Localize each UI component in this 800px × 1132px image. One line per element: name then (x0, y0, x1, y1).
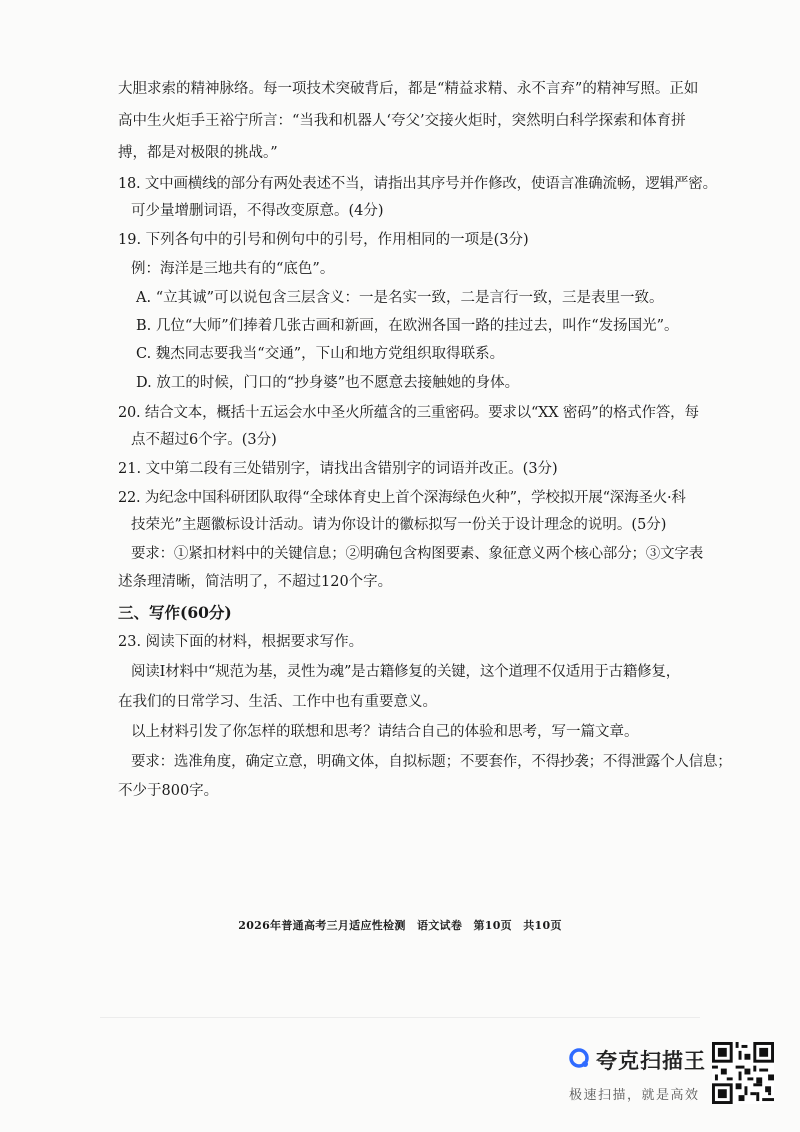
option-d: D. 放工的时候，门口的“抄身婆”也不愿意去接触她的身体。 (136, 375, 520, 391)
quark-logo-icon (568, 1047, 590, 1069)
option-c: C. 魏杰同志要我当“交通”，下山和地方党组织取得联系。 (136, 346, 505, 362)
question-22-cont: 技荣光”主题徽标设计活动。请为你设计的徽标拟写一份关于设计理念的说明。(5分) (131, 517, 667, 533)
question-22-requirement-cont: 述条理清晰，简洁明了，不超过120个字。 (118, 574, 393, 590)
scanner-brand-name: 夸克扫描王 (596, 1049, 706, 1073)
question-22: 22. 为纪念中国科研团队取得“全球体育史上首个深海绿色火种”，学校拟开展“深海圣火·科 (118, 490, 686, 506)
question-20: 20. 结合文本，概括十五运会水中圣火所蕴含的三重密码。要求以“XX 密码”的格式作答，每 (118, 405, 699, 421)
passage-line-3: 搏，都是对极限的挑战。” (118, 145, 278, 161)
question-19: 19. 下列各句中的引号和例句中的引号，作用相同的一项是(3分) (118, 232, 529, 248)
passage-line-1: 大胆求索的精神脉络。每一项技术突破背后，都是“精益求精、永不言弃”的精神写照。正如 (118, 81, 699, 97)
scan-divider (100, 1017, 700, 1018)
scanner-slogan: 极速扫描，就是高效 (569, 1088, 700, 1103)
question-18-cont: 可少量增删词语，不得改变原意。(4分) (131, 203, 384, 219)
scanner-watermark (568, 1043, 708, 1109)
passage-line-2: 高中生火炬手王裕宁所言：“当我和机器人‘夸父’交接火炬时，突然明白科学探索和体育拼 (118, 113, 686, 129)
option-b: B. 几位“大师”们捧着几张古画和新画，在欧洲各国一路的挂过去，叫作“发扬国光”。 (136, 318, 679, 334)
writing-material-line-2: 在我们的日常学习、生活、工作中也有重要意义。 (118, 694, 437, 710)
question-23: 23. 阅读下面的材料，根据要求写作。 (118, 634, 364, 650)
question-21: 21. 文中第二段有三处错别字，请找出含错别字的词语并改正。(3分) (118, 461, 558, 477)
section-title-writing: 三、写作(60分) (118, 603, 232, 622)
qr-code-icon (712, 1042, 774, 1104)
page-footer: 2026年普通高考三月适应性检测 语文试卷 第10页 共10页 (238, 919, 562, 932)
writing-requirement: 要求：选准角度，确定立意，明确文体，自拟标题；不要套作，不得抄袭；不得泄露个人信息； (131, 754, 732, 770)
question-19-example: 例：海洋是三地共有的“底色”。 (131, 261, 335, 277)
question-18: 18. 文中画横线的部分有两处表述不当，请指出其序号并作修改，使语言准确流畅，逻辑严密。 (118, 176, 717, 192)
question-22-requirement: 要求：①紧扣材料中的关键信息；②明确包含构图要素、象征意义两个核心部分；③文字表 (131, 546, 703, 562)
question-20-cont: 点不超过6个字。(3分) (131, 432, 277, 448)
writing-material-line-1: 阅读Ⅰ材料中“规范为基，灵性为魂”是古籍修复的关键，这个道理不仅适用于古籍修复， (131, 664, 681, 680)
writing-prompt: 以上材料引发了你怎样的联想和思考？请结合自己的体验和思考，写一篇文章。 (131, 724, 639, 740)
option-a: A. “立其诚”可以说包含三层含义：一是名实一致，二是言行一致，三是表里一致。 (136, 290, 664, 306)
writing-requirement-cont: 不少于800字。 (118, 783, 219, 799)
